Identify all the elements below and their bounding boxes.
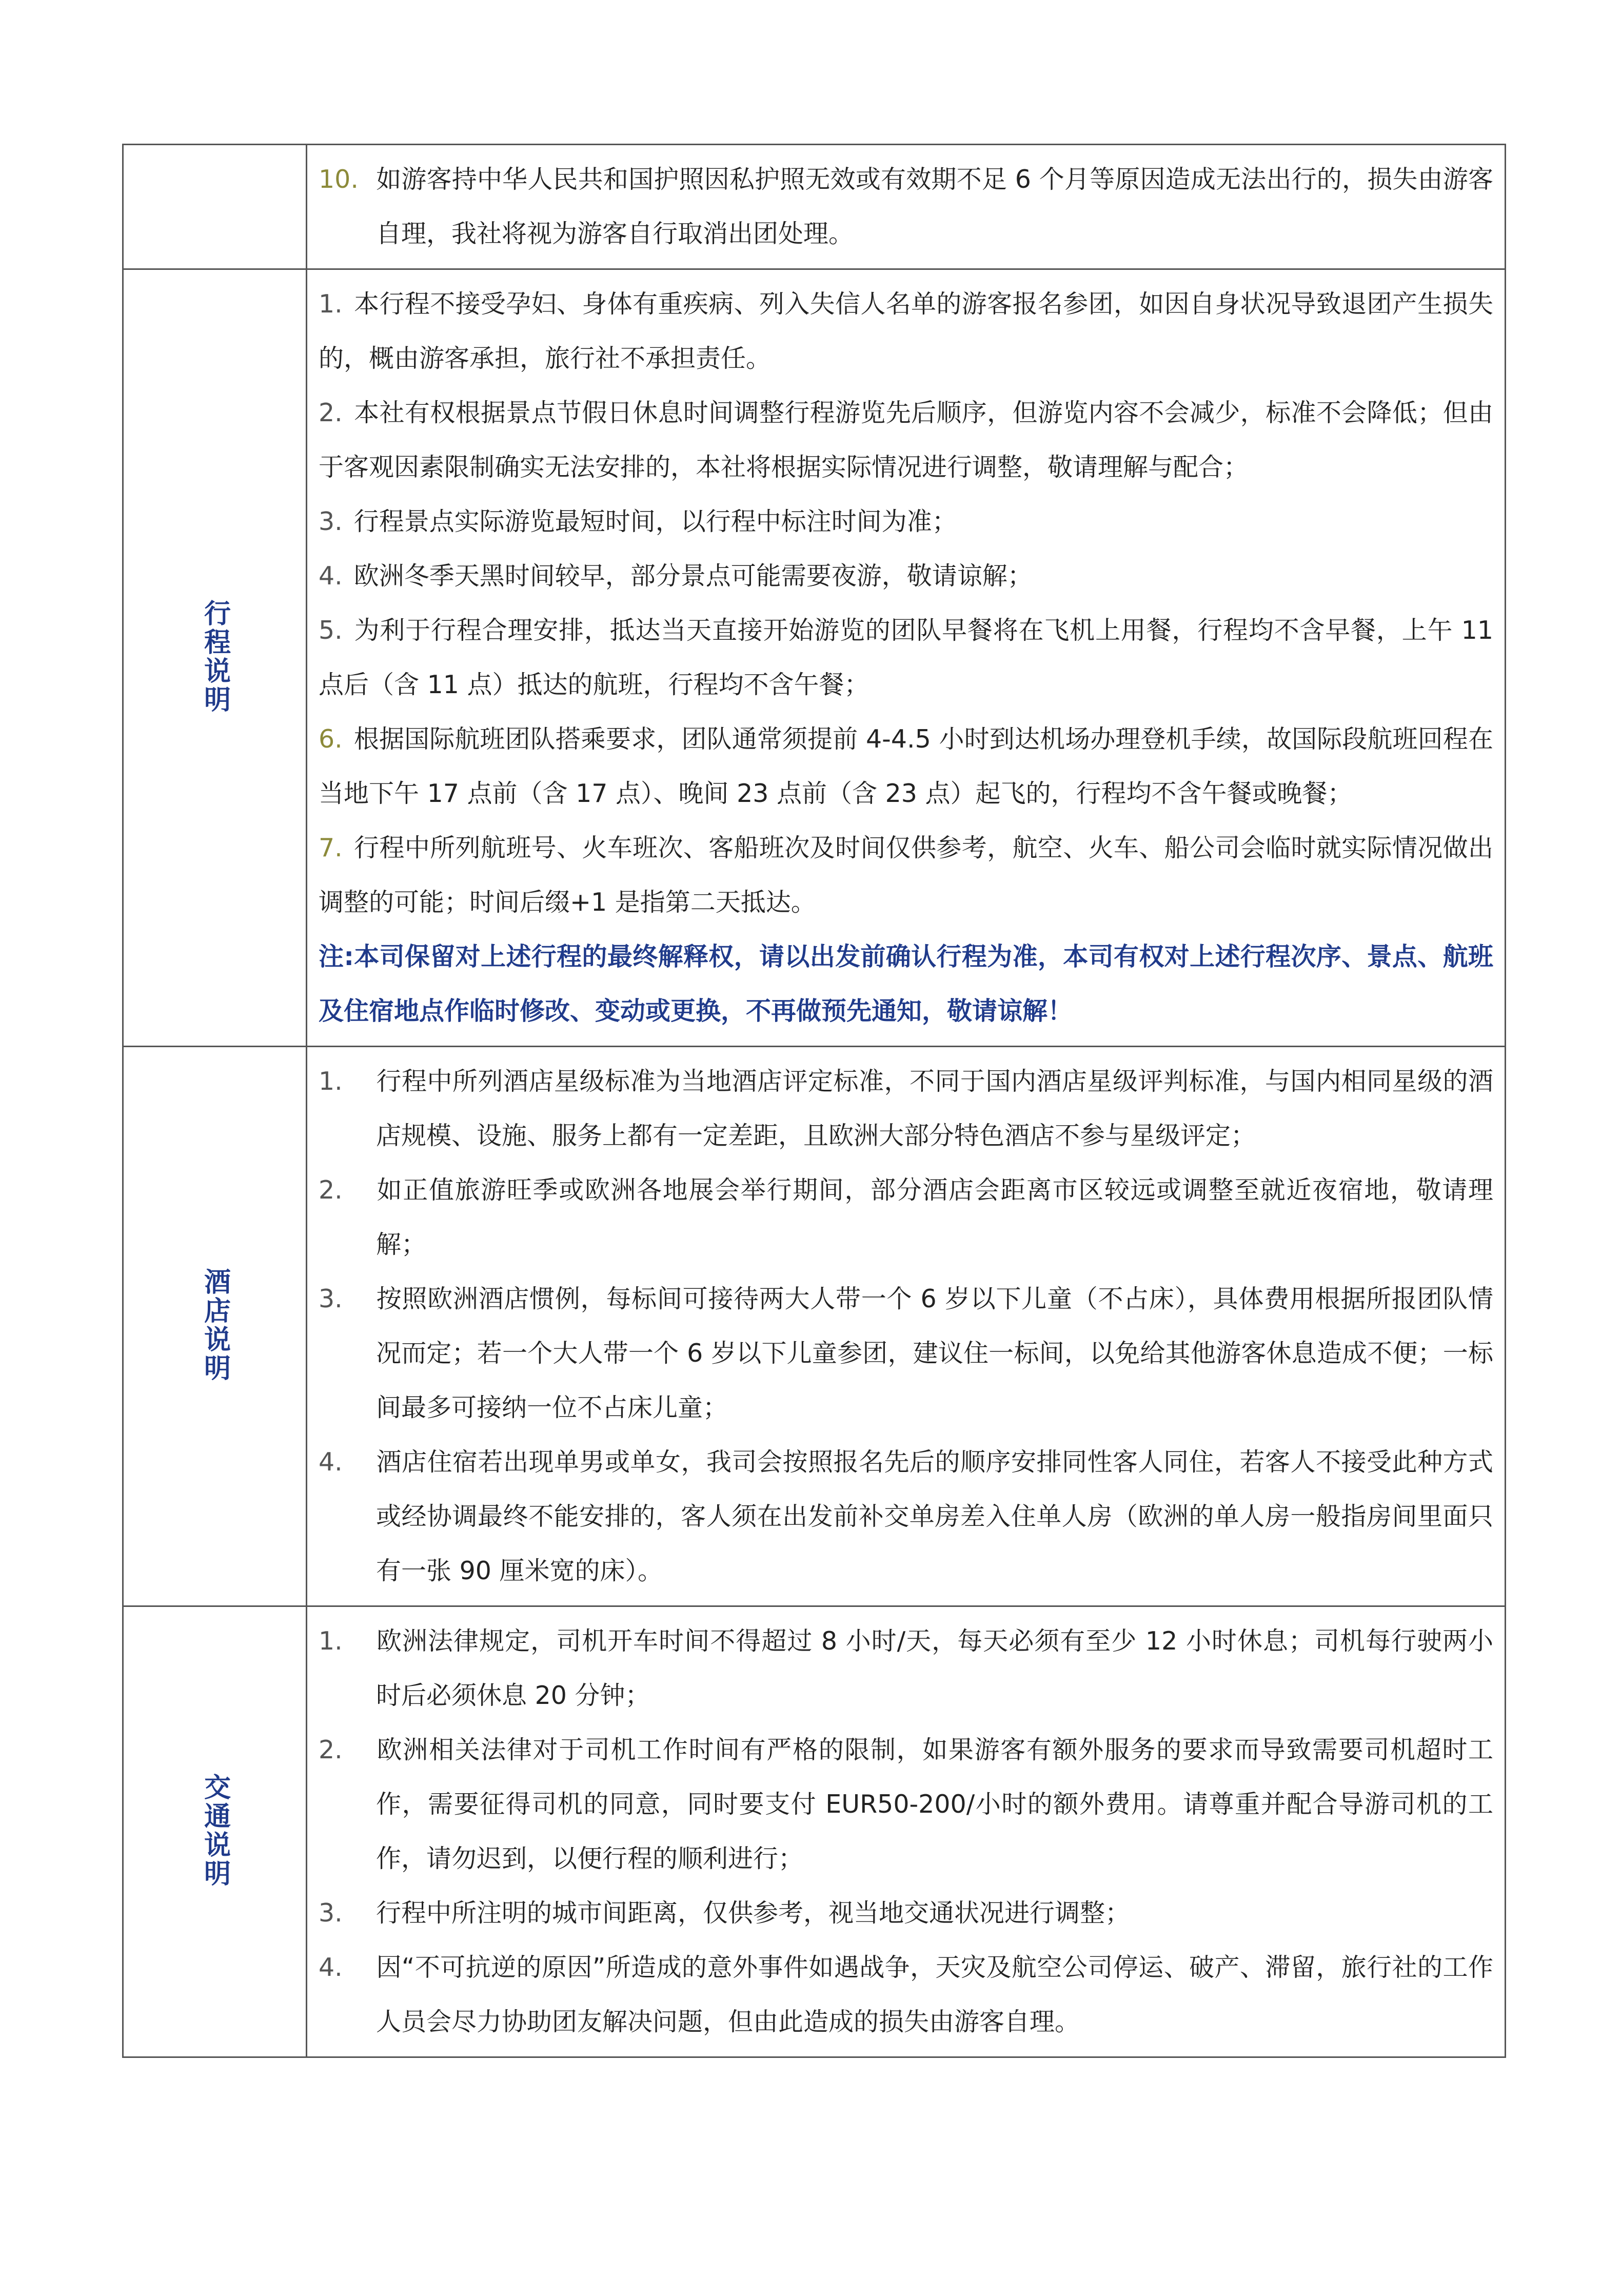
table-row: [123, 1047, 1506, 1606]
item-text: 行程景点实际游览最短时间，以行程中标注时间为准；: [353, 507, 957, 536]
item-text: 按照欧洲酒店惯例，每标间可接待两大人带一个 6 岁以下儿童（不占床），具体费用根据所报团队情况而定；若一个大人带一个 6 岁以下儿童参团，建议住一标间，以免给其他游客休息造成不便；一标间最多可接纳一位不占床儿童；: [376, 1284, 1493, 1422]
list-item: [319, 1614, 1493, 1723]
item-number: 6.: [319, 724, 343, 754]
section-content: [307, 1606, 1506, 2057]
item-text: 如游客持中华人民共和国护照因私护照无效或有效期不足 6 个月等原因造成无法出行的，损失由游客自理，我社将视为游客自行取消出团处理。: [376, 165, 1493, 248]
section-label-cell: [123, 269, 307, 1047]
item-text: 本行程不接受孕妇、身体有重疾病、列入失信人名单的游客报名参团，如因自身状况导致退团产生损失的，概由游客承担，旅行社不承担责任。: [319, 289, 1493, 373]
table-row: [123, 269, 1506, 1047]
item-number: 4.: [319, 1953, 343, 1982]
item-text: 欧洲冬季天黑时间较早，部分景点可能需要夜游，敬请谅解；: [353, 561, 1033, 591]
item-number: 10.: [319, 165, 359, 194]
item-number: 3.: [319, 1284, 343, 1313]
item-number: 7.: [319, 833, 343, 862]
list-item: [319, 495, 1493, 549]
item-text: 酒店住宿若出现单男或单女，我司会按照报名先后的顺序安排同性客人同住，若客人不接受此种方式或经协调最终不能安排的，客人须在出发前补交单房差入住单人房（欧洲的单人房一般指房间里面只有一张 90 厘米宽的床）。: [376, 1447, 1493, 1585]
section-content: [307, 269, 1506, 1047]
item-text: 因“不可抗逆的原因”所造成的意外事件如遇战争，天灾及航空公司停运、破产、滞留，旅行社的工作人员会尽力协助团友解决问题，但由此造成的损失由游客自理。: [376, 1953, 1493, 2036]
item-text: 本社有权根据景点节假日休息时间调整行程游览先后顺序，但游览内容不会减少，标准不会降低；但由于客观因素限制确实无法安排的，本社将根据实际情况进行调整，敬请理解与配合；: [319, 398, 1493, 482]
section-label-cell: [123, 145, 307, 269]
item-text: 欧洲相关法律对于司机工作时间有严格的限制，如果游客有额外服务的要求而导致需要司机超时工作，需要征得司机的同意，同时要支付 EUR50-200/小时的额外费用。请尊重并配合导游司机的工作，请勿迟到，以便行程的顺利进行；: [376, 1735, 1493, 1873]
item-number: 4.: [319, 1447, 343, 1477]
item-text: 行程中所注明的城市间距离，仅供参考，视当地交通状况进行调整；: [376, 1898, 1131, 1928]
item-number: 1.: [319, 1067, 343, 1096]
disclaimer-note: 注:本司保留对上述行程的最终解释权，请以出发前确认行程为准，本司有权对上述行程次序、景点、航班及住宿地点作临时修改、变动或更换，不再做预先通知，敬请谅解！: [319, 942, 1493, 1026]
item-number: 3.: [319, 507, 343, 536]
item-number: 3.: [319, 1898, 343, 1928]
item-number: 1.: [319, 289, 343, 319]
item-number: 5.: [319, 616, 343, 645]
terms-table: [122, 144, 1506, 2058]
list-item: [319, 1940, 1493, 2049]
list-item: [319, 549, 1493, 603]
table-row: [123, 1606, 1506, 2057]
list-item: [319, 277, 1493, 386]
list-item: [319, 821, 1493, 930]
item-number: 2.: [319, 1735, 343, 1764]
list-item: [319, 1054, 1493, 1163]
item-number: 2.: [319, 398, 343, 427]
section-label-cell: [123, 1047, 307, 1606]
list-item: [319, 152, 1493, 261]
item-text: 根据国际航班团队搭乘要求，团队通常须提前 4-4.5 小时到达机场办理登机手续，故国际段航班回程在当地下午 17 点前（含 17 点）、晚间 23 点前（含 23 点）起飞的，行程均不含午餐或晚餐；: [319, 724, 1493, 808]
item-text: 如正值旅游旺季或欧洲各地展会举行期间，部分酒店会距离市区较远或调整至就近夜宿地，敬请理解；: [376, 1175, 1493, 1259]
list-item: [319, 1886, 1493, 1940]
section-label-cell: [123, 1606, 307, 2057]
list-item: [319, 386, 1493, 495]
list-item: [319, 1272, 1493, 1435]
section-label-itinerary: 行程说明: [199, 599, 230, 714]
list-item: [319, 1723, 1493, 1886]
list-item: [319, 1163, 1493, 1272]
item-text: 行程中所列航班号、火车班次、客船班次及时间仅供参考，航空、火车、船公司会临时就实际情况做出调整的可能；时间后缀+1 是指第二天抵达。: [319, 833, 1493, 917]
list-item: [319, 712, 1493, 821]
section-content: [307, 1047, 1506, 1606]
table-row: [123, 145, 1506, 269]
section-label-hotel: 酒店说明: [199, 1268, 230, 1383]
item-text: 行程中所列酒店星级标准为当地酒店评定标准，不同于国内酒店星级评判标准，与国内相同星级的酒店规模、设施、服务上都有一定差距，且欧洲大部分特色酒店不参与星级评定；: [376, 1067, 1493, 1150]
item-number: 2.: [319, 1175, 343, 1205]
item-number: 4.: [319, 561, 343, 591]
section-label-transport: 交通说明: [199, 1773, 230, 1888]
section-content: [307, 145, 1506, 269]
list-item: [319, 603, 1493, 712]
item-number: 1.: [319, 1626, 343, 1656]
item-text: 为利于行程合理安排，抵达当天直接开始游览的团队早餐将在飞机上用餐，行程均不含早餐，上午 11 点后（含 11 点）抵达的航班，行程均不含午餐；: [319, 616, 1493, 699]
item-text: 欧洲法律规定，司机开车时间不得超过 8 小时/天，每天必须有至少 12 小时休息；司机每行驶两小时后必须休息 20 分钟；: [376, 1626, 1493, 1710]
list-item: [319, 1435, 1493, 1598]
